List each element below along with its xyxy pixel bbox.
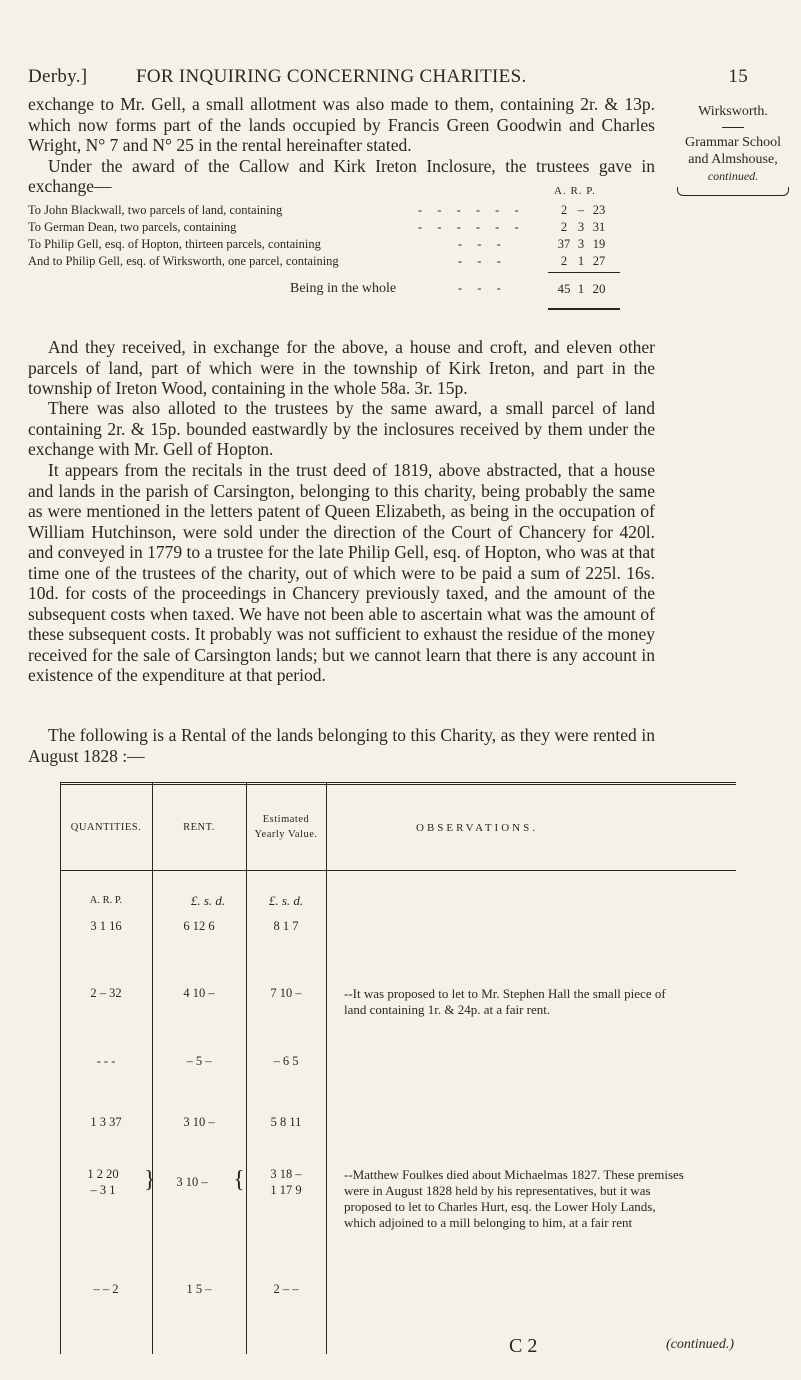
exchange-acres: 2 xyxy=(560,254,568,268)
exchange-roods: 1 xyxy=(577,254,585,268)
exchange-total-label: Being in the whole xyxy=(290,281,397,296)
margin-note xyxy=(670,103,796,196)
row-2-quantity: 2 – 32 xyxy=(90,986,122,1000)
row-1-rent: 6 12 6 xyxy=(183,919,215,933)
exchange-row xyxy=(28,254,655,270)
units-rent: £. s. d. xyxy=(190,893,226,908)
exchange-row-label: To Philip Gell, esq. of Hopton, thirteen parcels, containing xyxy=(28,237,321,251)
exchange-total-rule xyxy=(548,308,620,310)
exchange-roods: 3 xyxy=(577,237,585,251)
observation-1: --It was proposed to let to Mr. Stephen Hall the small piece of land containing 1r. & 24p. at a fair rent. xyxy=(344,986,666,1017)
paragraph-4: It appears from the recitals in the trust deed of 1819, above abstracted, that a house and lands in the parish of Carsington, belonging to this charity, being probably the same as were mentioned in the letters patent of Queen Elizabeth, as being in the occupation of William Hutchinson, were sold under the direction of the Court of Chancery for 420l. and conveyed in 1779 to a trustee for the late Philip Gell, esq. of Hopton, who was at that time one of the trustees of the charity, out of which were to be paid a sum of 225l. 16s. 10d. for costs of the proceedings in Chancery previously taxed, and the amount of the subsequent costs when taxed. We have not been able to ascertain what was the amount of these subsequent costs. It probably was not sufficient to exhaust the residue of the money received for the sale of Carsington lands; but we cannot learn that there is any account in existence of the expenditure at that period. xyxy=(28,460,655,685)
exchange-row xyxy=(28,237,655,253)
table-header-rule xyxy=(60,870,736,871)
units-quantities: A. R. P. xyxy=(89,895,123,906)
row-4-value: 5 8 11 xyxy=(270,1115,302,1129)
exchange-roods: 3 xyxy=(577,220,585,234)
exchange-row xyxy=(28,220,655,236)
margin-brace xyxy=(677,187,789,196)
margin-title-1: Grammar School xyxy=(684,135,782,150)
row-2-rent: 4 10 – xyxy=(183,986,215,1000)
margin-status: continued. xyxy=(707,169,759,183)
exchange-acres: 2 xyxy=(560,220,568,234)
exchange-total-row xyxy=(28,281,655,299)
page-number: 15 xyxy=(728,66,748,87)
margin-place: Wirksworth. xyxy=(698,104,768,119)
exchange-total-perches: 20 xyxy=(592,281,606,296)
row-5-quantity-1: 1 2 20 xyxy=(87,1167,119,1181)
row-5-value-1: 3 18 – xyxy=(270,1167,302,1181)
row-1-quantity: 3 1 16 xyxy=(90,919,122,933)
table-top-rule xyxy=(60,782,736,783)
exchange-total-acres: 45 xyxy=(557,281,571,296)
row-2-value: 7 10 – xyxy=(270,986,302,1000)
exchange-row-label: And to Philip Gell, esq. of Wirksworth, one parcel, containing xyxy=(28,254,339,268)
row-6-value: 2 – – xyxy=(273,1282,299,1296)
row-6-quantity: – – 2 xyxy=(93,1282,119,1296)
row-5-value-2: 1 17 9 xyxy=(270,1183,302,1197)
row-5-rent: 3 10 – xyxy=(176,1175,208,1189)
row-3-rent: – 5 – xyxy=(186,1054,212,1068)
exchange-roods: – xyxy=(577,203,585,217)
header-estimated-2: Yearly Value. xyxy=(254,829,318,840)
header-quantities: QUANTITIES. xyxy=(70,822,142,833)
exchange-row-label: To German Dean, two parcels, containing xyxy=(28,220,237,234)
row-5-quantity-2: – 3 1 xyxy=(90,1183,116,1197)
brace-right: } xyxy=(144,1167,156,1193)
county-label: Derby.] xyxy=(28,66,88,87)
row-1-value: 8 1 7 xyxy=(273,919,299,933)
row-4-quantity: 1 3 37 xyxy=(90,1115,122,1129)
rental-table xyxy=(60,782,736,1354)
paragraph-1 xyxy=(28,94,655,197)
header-title: FOR INQUIRING CONCERNING CHARITIES. xyxy=(136,66,527,87)
leader-dashes: - - - xyxy=(458,237,507,251)
signature-mark: C 2 xyxy=(509,1335,538,1357)
leader-dashes: - - - xyxy=(458,281,507,295)
paragraph-1b-text: Under the award of the Callow and Kirk Ireton Inclosure, the trustees gave in exchange— xyxy=(28,155,655,196)
exchange-row xyxy=(28,203,655,219)
exchange-total-roods: 1 xyxy=(577,281,585,296)
table-top-rule-2 xyxy=(60,784,736,785)
units-value: £. s. d. xyxy=(268,893,304,908)
table-divider xyxy=(326,782,327,1354)
exchange-units: A. R. P. xyxy=(554,185,596,197)
leader-dashes: - - - xyxy=(458,254,507,268)
header-rent: RENT. xyxy=(183,822,215,833)
exchange-perches: 31 xyxy=(592,220,606,234)
exchange-perches: 27 xyxy=(592,254,606,268)
row-6-rent: 1 5 – xyxy=(186,1282,212,1296)
paragraph-3: There was also alloted to the trustees by the same award, a small parcel of land containing 2r. & 15p. bounded eastwardly by the inclosures received by them under the exchange with Mr. Gell of Hopton. xyxy=(28,398,655,459)
exchange-acres: 2 xyxy=(560,203,568,217)
continued-note: (continued.) xyxy=(666,1337,735,1352)
exchange-rule xyxy=(548,272,620,273)
paragraph-2: And they received, in exchange for the above, a house and croft, and eleven other parcels of land, part of which were in the township of Kirk Ireton, and part in the township of Ireton Wood, containing in the whole 58a. 3r. 15p. xyxy=(28,337,655,398)
leader-dashes: - - - - - - xyxy=(418,203,525,217)
brace-left: { xyxy=(233,1167,245,1193)
exchange-acres: 37 xyxy=(557,237,571,251)
leader-dashes: - - - - - - xyxy=(418,220,525,234)
exchange-row-label: To John Blackwall, two parcels of land, containing xyxy=(28,203,283,217)
header-estimated-1: Estimated xyxy=(262,814,310,825)
exchange-perches: 19 xyxy=(592,237,606,251)
exchange-perches: 23 xyxy=(592,203,606,217)
row-3-quantity: - - - xyxy=(96,1054,116,1068)
margin-divider xyxy=(722,127,744,134)
paragraph-1-text: exchange to Mr. Gell, a small allotment was also made to them, containing 2r. & 13p. which now forms part of the lands occupied by Francis Green Goodwin and Charles Wright, N° 7 and N° 25 in the rental hereinafter stated. xyxy=(28,94,655,155)
row-4-rent: 3 10 – xyxy=(183,1115,215,1129)
paragraph-5: The following is a Rental of the lands belonging to this Charity, as they were rented in August 1828 :— xyxy=(28,725,655,766)
observation-2: --Matthew Foulkes died about Michaelmas 1827. These premises were in August 1828 held by his representatives, but it was proposed to let to Charles Hurt, esq. the Lower Holy Lands, which adjoined to a mill belonging to him, at a fair rent xyxy=(344,1167,684,1230)
margin-title-2: and Almshouse, xyxy=(688,152,778,167)
row-3-value: – 6 5 xyxy=(273,1054,299,1068)
header-observations: OBSERVATIONS. xyxy=(416,822,538,834)
